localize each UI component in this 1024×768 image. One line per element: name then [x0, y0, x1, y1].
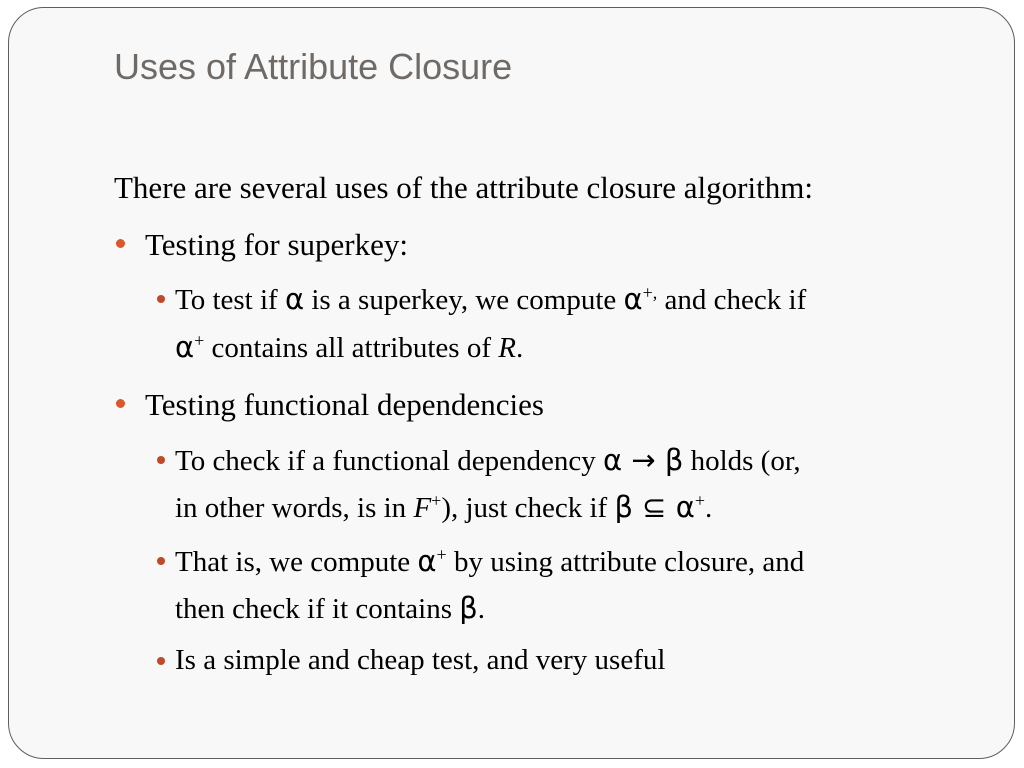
bullet-testing-fd: Testing functional dependencies: [145, 387, 544, 422]
text-fragment: contains all attributes of: [204, 332, 499, 364]
bullet-dot-icon: [116, 399, 125, 408]
text-fragment: holds (or,: [683, 445, 801, 477]
text-fragment: then check if it contains: [175, 593, 460, 625]
text-fragment: To check if a functional dependency: [175, 445, 603, 477]
intro-text: There are several uses of the attribute closure algorithm:: [114, 170, 813, 205]
relation-R: R: [498, 332, 516, 364]
alpha-symbol: α: [175, 330, 195, 364]
beta-symbol: β: [614, 490, 633, 524]
plus-superscript: +,: [642, 282, 658, 303]
plus-superscript: +: [436, 544, 447, 565]
text-fragment: To test if: [175, 284, 285, 316]
alpha-symbol: α: [675, 490, 695, 524]
compute-closure-line-2: [175, 591, 485, 626]
text-fragment: and check if: [657, 284, 807, 316]
alpha-symbol: α: [623, 282, 643, 316]
plus-superscript: +: [431, 490, 442, 511]
text-fragment: ), just check if: [441, 492, 615, 524]
plus-superscript: +: [194, 330, 205, 351]
text-fragment: is a superkey, we compute: [304, 284, 624, 316]
alpha-symbol: α: [417, 544, 437, 578]
sub-bullet-dot-icon: [157, 456, 165, 464]
text-fragment: .: [477, 593, 486, 625]
text-fragment: That is, we compute: [175, 546, 418, 578]
set-F: F: [413, 492, 432, 524]
alpha-symbol: α: [602, 443, 623, 477]
alpha-symbol: α: [284, 282, 305, 316]
simple-test-line: Is a simple and cheap test, and very useful: [175, 644, 666, 676]
text-fragment: by using attribute closure, and: [446, 546, 805, 578]
text-fragment: in other words, is in: [175, 492, 414, 524]
text-fragment: .: [515, 332, 524, 364]
beta-symbol: β: [664, 443, 684, 477]
superkey-test-line-2: [175, 330, 523, 365]
slide-title: Uses of Attribute Closure: [114, 46, 513, 87]
compute-closure-line-1: [175, 544, 804, 579]
fd-check-line-2: [175, 490, 712, 525]
sub-bullet-dot-icon: [157, 657, 165, 665]
text-fragment: .: [705, 492, 713, 524]
superkey-test-line-1: [175, 282, 806, 317]
subset-symbol: ⊆: [632, 490, 676, 524]
sub-bullet-dot-icon: [157, 557, 165, 565]
fd-check-line-1: [175, 443, 801, 478]
plus-superscript: +: [694, 490, 705, 511]
sub-bullet-dot-icon: [157, 295, 165, 303]
bullet-testing-superkey: Testing for superkey:: [145, 227, 408, 262]
arrow-symbol: →: [622, 443, 665, 477]
bullet-dot-icon: [116, 239, 125, 248]
beta-symbol: β: [459, 591, 478, 625]
